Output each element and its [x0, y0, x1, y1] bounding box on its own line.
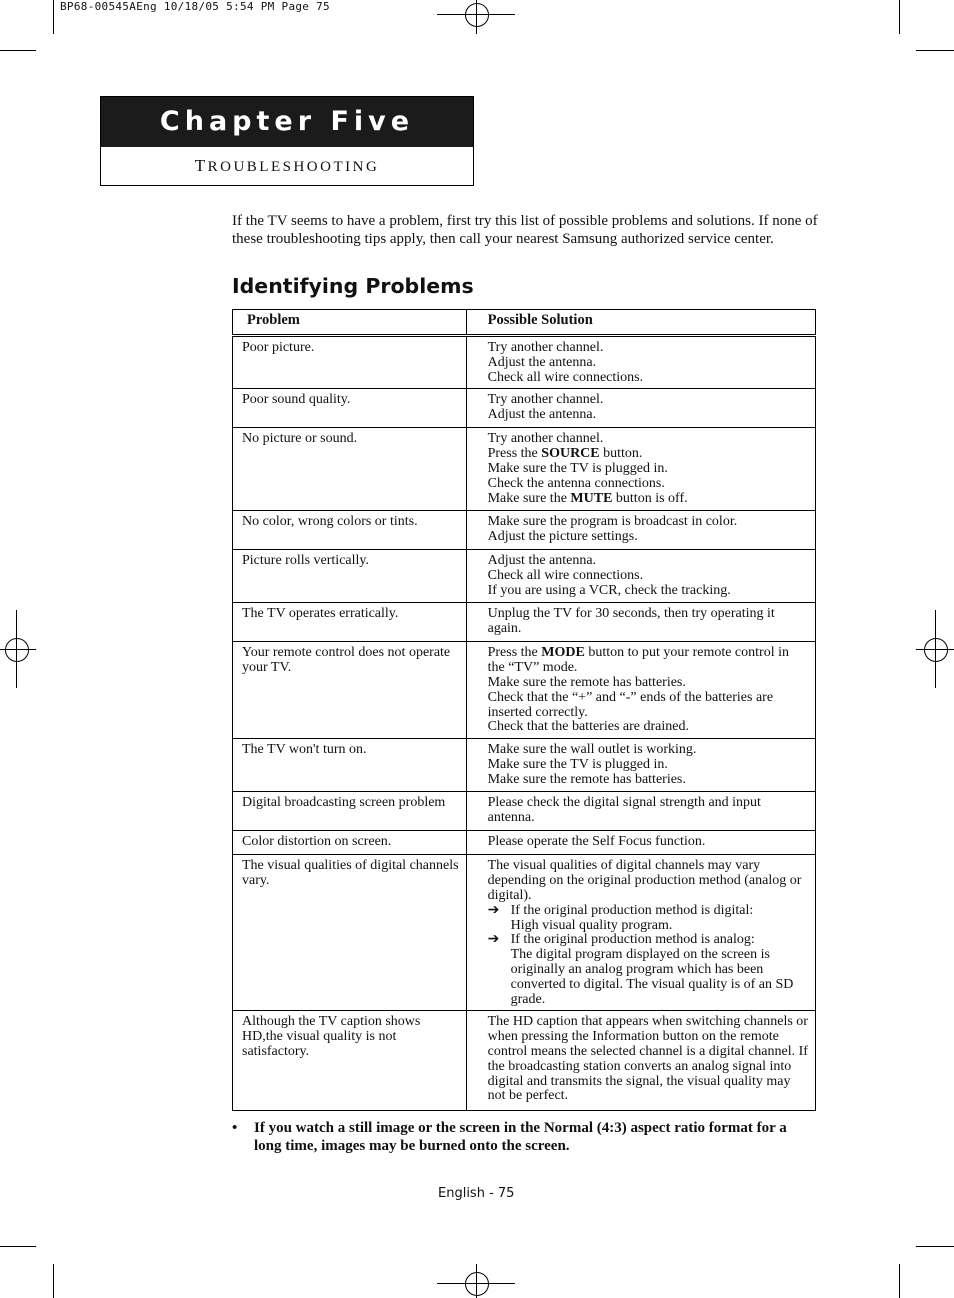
problem-cell: The TV operates erratically.	[233, 603, 467, 642]
table-row	[233, 336, 816, 389]
registration-line	[0, 649, 36, 650]
solution-line: Try another channel.	[487, 340, 604, 355]
source-button-name: SOURCE	[541, 446, 600, 462]
solution-line: The visual qualities of digital channels may vary depending on the original production method (analog or digital).	[487, 858, 802, 903]
registration-mark-right	[924, 638, 948, 662]
solution-cell	[466, 739, 815, 792]
solution-cell	[466, 642, 815, 739]
solution-line	[488, 933, 809, 948]
column-header-solution: Possible Solution	[466, 310, 815, 336]
solution-cell	[466, 511, 815, 550]
page-number: English - 75	[438, 1186, 515, 1201]
solution-text: If the original production method is digital:	[510, 902, 754, 918]
arrow-right-icon: ➔	[487, 902, 500, 918]
solution-cell	[466, 336, 815, 389]
solution-cell	[466, 550, 815, 603]
solution-cell	[466, 428, 815, 511]
crop-mark	[53, 1264, 54, 1298]
solution-line: Try another channel.	[487, 431, 604, 447]
table-header-row	[233, 310, 816, 336]
table-row	[233, 511, 816, 550]
solution-text: If the original production method is analog:	[510, 932, 755, 948]
registration-line	[476, 0, 477, 34]
printer-slug: BP68-00545AEng 10/18/05 5:54 PM Page 75	[60, 0, 330, 13]
solution-line: Adjust the antenna.	[487, 553, 597, 569]
warning-text: If you watch a still image or the screen in the Normal (4:3) aspect ratio format for a long time, images may be burned onto the screen.	[254, 1120, 787, 1154]
registration-line	[935, 610, 936, 688]
crop-mark	[53, 0, 54, 34]
chapter-title: Chapter Five	[101, 97, 473, 147]
solution-line: Check all wire connections.	[487, 568, 644, 584]
problem-cell: No picture or sound.	[233, 428, 467, 511]
subtitle-rest: ROUBLESHOOTING	[207, 159, 380, 175]
solution-line: Check that the “+” and “-” ends of the batteries are inserted correctly.	[487, 689, 774, 720]
solution-line: Adjust the antenna.	[487, 407, 597, 423]
registration-mark-bottom	[465, 1272, 489, 1296]
solution-text: Press the	[487, 446, 542, 462]
crop-mark	[916, 1246, 954, 1247]
problem-cell: No color, wrong colors or tints.	[233, 511, 467, 550]
table-row	[233, 855, 816, 1011]
table-row	[233, 831, 816, 855]
table-row	[233, 1011, 816, 1111]
intro-paragraph: If the TV seems to have a problem, first try this list of possible problems and solutions. If none of these troubleshooting tips apply, then call your nearest Samsung authorized service center.	[232, 213, 818, 247]
solution-cell	[466, 389, 815, 428]
column-header-problem: Problem	[233, 310, 467, 336]
registration-mark-left	[5, 638, 29, 662]
solution-line: Make sure the remote has batteries.	[487, 771, 686, 787]
chapter-subtitle	[101, 147, 473, 185]
problem-cell: The visual qualities of digital channels vary.	[233, 855, 467, 1011]
table-row	[233, 428, 816, 511]
bullet-icon: •	[232, 1120, 238, 1136]
registration-mark-top	[465, 3, 489, 27]
table-row	[233, 739, 816, 792]
solution-text: button to put your remote control in the “TV” mode.	[487, 645, 789, 676]
problem-cell: Digital broadcasting screen problem	[233, 792, 467, 831]
solution-line: High visual quality program.	[510, 917, 673, 933]
crop-mark	[899, 0, 900, 34]
solution-line: The digital program displayed on the screen is originally an analog program which has been converted to digital. The visual quality is of an SD grade.	[510, 947, 794, 1007]
problem-cell: Poor picture.	[233, 336, 467, 389]
solution-text: Make sure the	[487, 490, 571, 506]
arrow-right-icon: ➔	[487, 932, 500, 948]
solution-line	[488, 904, 809, 919]
registration-line	[476, 1264, 477, 1298]
subtitle-initial: T	[194, 156, 208, 175]
solution-line	[488, 646, 809, 676]
solution-line: Make sure the program is broadcast in color.	[487, 514, 738, 530]
solution-cell: The HD caption that appears when switching channels or when pressing the Information button on the remote control means the selected channel is a digital channel. If the broadcasting station converts an analog signal into digital and transmits the signal, the visual quality may not be perfect.	[466, 1011, 815, 1111]
registration-line	[16, 610, 17, 688]
solution-line: Check the antenna connections.	[487, 475, 665, 491]
solution-line: Adjust the antenna.	[487, 354, 597, 370]
problem-cell: Poor sound quality.	[233, 389, 467, 428]
solution-cell: Please operate the Self Focus function.	[466, 831, 815, 855]
table-row	[233, 389, 816, 428]
problem-cell: Picture rolls vertically.	[233, 550, 467, 603]
solution-line: Check all wire connections.	[487, 369, 644, 385]
crop-mark	[0, 50, 36, 51]
solution-line: Check that the batteries are drained.	[487, 719, 689, 735]
solution-text: button.	[599, 446, 643, 462]
problem-cell: The TV won't turn on.	[233, 739, 467, 792]
mode-button-name: MODE	[541, 645, 585, 661]
table-row	[233, 550, 816, 603]
problem-cell: Although the TV caption shows HD,the visual quality is not satisfactory.	[233, 1011, 467, 1111]
chapter-header	[100, 96, 474, 186]
solution-line: Adjust the picture settings.	[487, 529, 638, 545]
solution-line	[488, 447, 809, 462]
troubleshooting-table	[232, 309, 816, 1111]
section-heading: Identifying Problems	[232, 274, 474, 298]
solution-line	[488, 492, 809, 507]
solution-line: Make sure the wall outlet is working.	[487, 742, 697, 758]
solution-line: Try another channel.	[487, 392, 604, 408]
solution-line: Make sure the TV is plugged in.	[487, 460, 668, 476]
solution-cell: Please check the digital signal strength and input antenna.	[466, 792, 815, 831]
solution-line: Make sure the remote has batteries.	[487, 674, 686, 690]
solution-line: Make sure the TV is plugged in.	[487, 757, 668, 773]
solution-cell: Unplug the TV for 30 seconds, then try operating it again.	[466, 603, 815, 642]
crop-mark	[0, 1246, 36, 1247]
problem-cell: Your remote control does not operate your TV.	[233, 642, 467, 739]
table-row	[233, 792, 816, 831]
crop-mark	[899, 1264, 900, 1298]
table-row	[233, 603, 816, 642]
solution-text: Press the	[487, 645, 542, 661]
burn-in-warning	[232, 1119, 818, 1155]
solution-cell	[466, 855, 815, 1011]
table-row	[233, 642, 816, 739]
solution-text: button is off.	[612, 490, 688, 506]
problem-cell: Color distortion on screen.	[233, 831, 467, 855]
crop-mark	[916, 50, 954, 51]
mute-button-name: MUTE	[570, 490, 613, 506]
solution-line: If you are using a VCR, check the tracking.	[487, 582, 731, 598]
